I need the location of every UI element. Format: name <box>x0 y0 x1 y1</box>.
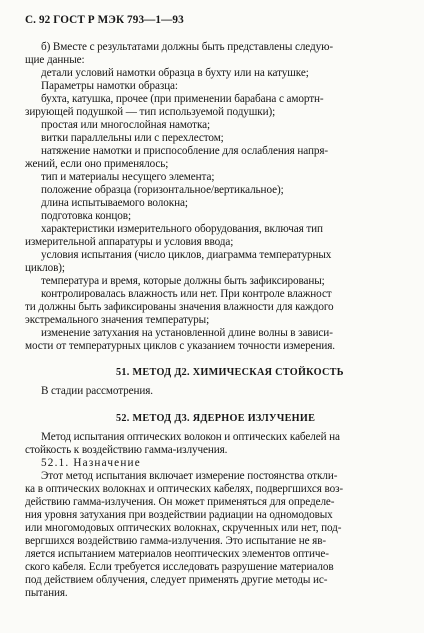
text-line: характеристики измерительного оборудования, включая тип <box>41 223 323 235</box>
text-line: щие данные: <box>25 54 85 66</box>
section-52-body-line: под действием облучения, следует применять другие методы ис- <box>25 574 328 586</box>
section-51-text: В стадии рассмотрения. <box>41 385 153 397</box>
text-line: Параметры намотки образца: <box>41 80 178 92</box>
text-line: длина испытываемого волокна; <box>41 197 188 209</box>
text-line: тип и материалы несущего элемента; <box>41 171 215 183</box>
text-line: зирующей подушкой — тип используемой подушки); <box>25 106 276 118</box>
text-line: мости от температурных циклов с указанием точности измерения. <box>25 340 335 352</box>
section-52-intro-line: стойкость к воздействию гамма-излучения. <box>25 444 228 456</box>
section-51-heading: 51. МЕТОД Д2. ХИМИЧЕСКАЯ СТОЙКОСТЬ <box>116 367 344 378</box>
text-line: условия испытания (число циклов, диаграмма температурных <box>41 249 332 261</box>
page-header: С. 92 ГОСТ Р МЭК 793—1—93 <box>25 14 184 26</box>
text-line: положение образца (горизонтальное/вертикальное); <box>41 184 284 196</box>
text-line: подготовка концов; <box>41 210 131 222</box>
text-line: бухта, катушка, прочее (при применении барабана с амортн- <box>41 93 324 105</box>
text-line: б) Вместе с результатами должны быть представлены следую- <box>41 41 333 53</box>
text-line: измерительной аппаратуры и условия ввода; <box>25 236 234 248</box>
section-52-body-line: вергшихся воздействию гамма-излучения. Это испытание не яв- <box>25 535 327 547</box>
text-line: витки параллельны или с перехлестом; <box>41 132 224 144</box>
text-line: ти должны быть зафиксированы значения влажности для каждого <box>25 301 334 313</box>
text-line: жений, если оно применялось; <box>25 158 169 170</box>
section-52-body-line: ка в оптических волокнах и оптических кабелях, подвергшихся воз- <box>25 483 344 495</box>
text-line: изменение затухания на установленной длине волны в зависи- <box>41 327 333 339</box>
text-line: детали условий намотки образца в бухту или на катушке; <box>41 67 309 79</box>
section-52-heading: 52. МЕТОД Д3. ЯДЕРНОЕ ИЗЛУЧЕНИЕ <box>116 413 316 424</box>
section-52-body-line: действию гамма-излучения. Он может применяться для определе- <box>25 496 335 508</box>
text-line: простая или многослойная намотка; <box>41 119 210 131</box>
section-52-body-line: пытания. <box>25 587 68 599</box>
section-52-body-line: или многомодовых оптических волокнах, скрученных или нет, под- <box>25 522 342 534</box>
text-line: экстремального значения температуры; <box>25 314 210 326</box>
section-52-body-line: ния уровня затухания при воздействии радиации на одномодовых <box>25 509 333 521</box>
subsection-52-1-heading: 52.1. Назначение <box>41 457 141 469</box>
text-line: натяжение намотки и приспособление для ослабления напря- <box>41 145 328 157</box>
text-line: температура и время, которые должны быть зафиксированы; <box>41 275 325 287</box>
section-52-body-line: ского кабеля. Если требуется исследовать разрушение материалов <box>25 561 334 573</box>
section-52-intro-line: Метод испытания оптических волокон и оптических кабелей на <box>41 431 340 443</box>
text-line: контролировалась влажность или нет. При контроле влажност <box>41 288 332 300</box>
section-52-body-line: Этот метод испытания включает измерение постоянства откли- <box>41 470 338 482</box>
text-line: циклов); <box>25 262 65 274</box>
section-52-body-line: ляется испытанием материалов неоптических элементов оптиче- <box>25 548 329 560</box>
